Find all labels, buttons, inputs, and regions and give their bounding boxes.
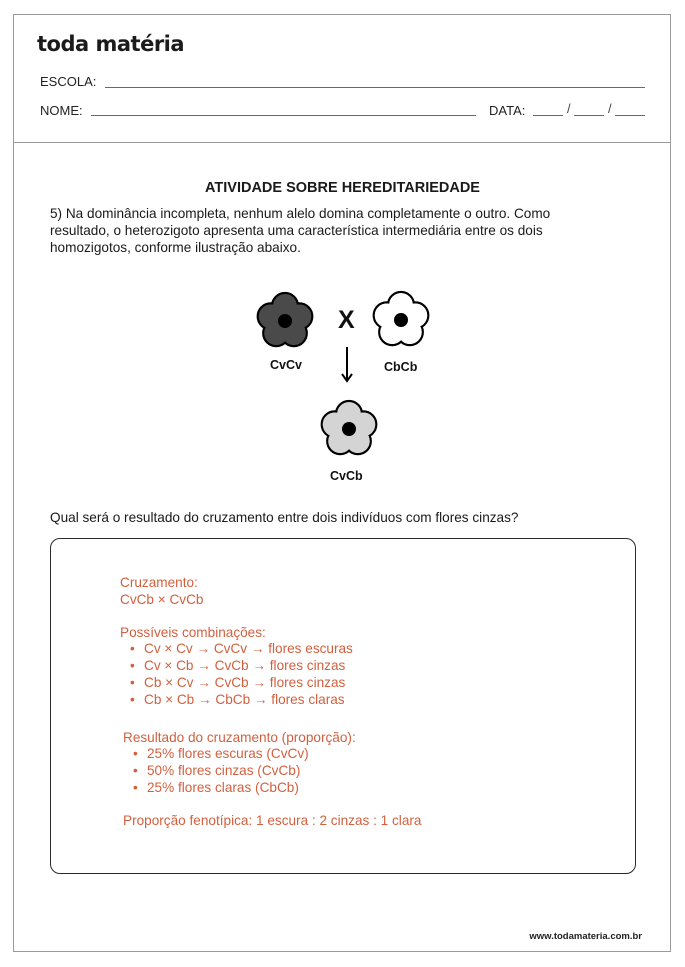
header-divider xyxy=(13,142,671,143)
name-field[interactable] xyxy=(91,115,476,116)
date-month-field[interactable] xyxy=(574,115,604,116)
prompt-question: Qual será o resultado do cruzamento entre dois indivíduos com flores cinzas? xyxy=(50,510,519,525)
activity-title: ATIVIDADE SOBRE HEREDITARIEDADE xyxy=(205,180,480,196)
combination-item: • Cv × Cv → CvCv → flores escuras xyxy=(144,640,353,657)
gray-flower-icon xyxy=(316,396,382,462)
light-flower-icon xyxy=(368,287,434,353)
results-list xyxy=(123,745,309,796)
combinations-list xyxy=(120,640,353,708)
cross-value: CvCb × CvCb xyxy=(120,592,204,607)
combination-item: • Cb × Cv → CvCb → flores cinzas xyxy=(144,674,353,691)
date-separator: / xyxy=(608,101,612,116)
combination-item: • Cv × Cb → CvCb → flores cinzas xyxy=(144,657,353,674)
question-text: 5) Na dominância incompleta, nenhum alelo domina completamente o outro. Como resultado, o heterozigoto apresenta uma característica intermediária entre os dois homozigotos, conforme ilustração abaixo. xyxy=(50,206,551,255)
combinations-heading: Possíveis combinações: xyxy=(120,625,266,640)
dark-flower-icon xyxy=(252,288,318,354)
school-label: ESCOLA: xyxy=(40,74,97,89)
result-item: • 50% flores cinzas (CvCb) xyxy=(147,762,309,779)
result-item: • 25% flores escuras (CvCv) xyxy=(147,745,309,762)
combination-item: • Cb × Cb → CbCb → flores claras xyxy=(144,691,353,708)
phenotypic-ratio: Proporção fenotípica: 1 escura : 2 cinzas : 1 clara xyxy=(123,813,422,828)
cross-symbol: X xyxy=(338,306,355,334)
date-year-field[interactable] xyxy=(615,115,645,116)
result-item: • 25% flores claras (CbCb) xyxy=(147,779,309,796)
date-label: DATA: xyxy=(489,103,526,118)
date-day-field[interactable] xyxy=(533,115,563,116)
dark-flower-label: CvCv xyxy=(270,358,302,372)
footer-url[interactable]: www.todamateria.com.br xyxy=(529,931,642,942)
cross-heading: Cruzamento: xyxy=(120,575,198,590)
date-separator: / xyxy=(567,101,571,116)
result-heading: Resultado do cruzamento (proporção): xyxy=(123,730,356,745)
name-label: NOME: xyxy=(40,103,83,118)
light-flower-label: CbCb xyxy=(384,360,418,374)
gray-flower-label: CvCb xyxy=(330,469,363,483)
logo: toda matéria xyxy=(37,32,185,56)
arrow-down-icon xyxy=(340,346,354,384)
school-field[interactable] xyxy=(105,87,645,88)
